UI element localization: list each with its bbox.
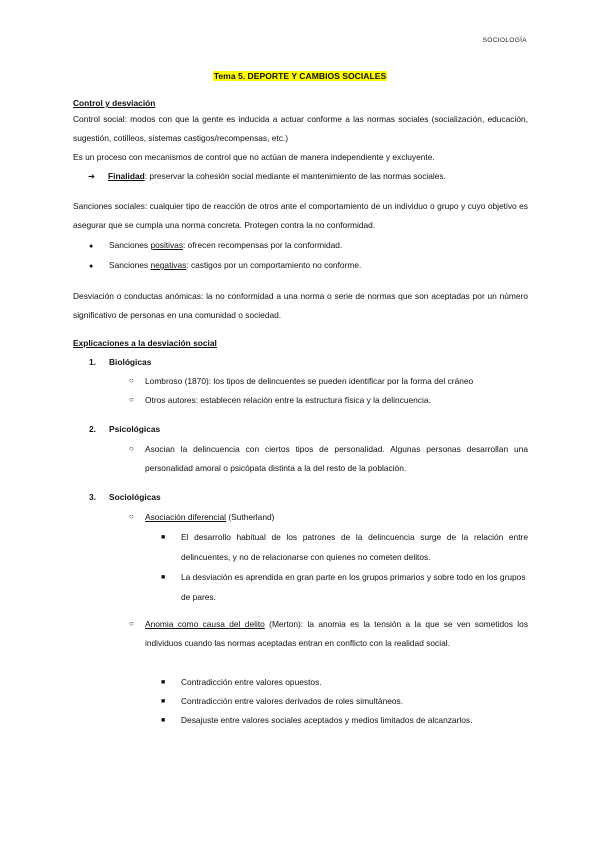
circle-bullet-icon: ○ <box>129 619 134 628</box>
subitem-lombroso: Lombroso (1870): los tipos de delincuentes se pueden identificar por la forma del cráneo <box>145 376 474 386</box>
bullet-icon: ● <box>89 263 94 270</box>
circle-bullet-icon: ○ <box>129 444 134 453</box>
subitem-anomia <box>145 615 528 652</box>
list-label: Psicológicas <box>109 424 161 434</box>
sanciones-negativas-label: negativas <box>150 260 187 270</box>
asociacion-point-1: El desarrollo habitual de los patrones de la delincuencia surge de la relación entre delincuentes, y no de relacionarse con quienes no cometen delitos. <box>181 532 528 562</box>
title-highlight: Tema 5. DEPORTE Y CAMBIOS SOCIALES <box>213 71 387 81</box>
asociacion-author: (Sutherland) <box>226 512 275 522</box>
asociacion-label: Asociación diferencial <box>145 512 227 522</box>
list-label: Biológicas <box>109 357 152 367</box>
section-heading-control: Control y desviación <box>73 98 156 108</box>
sanciones-positivas-text: : ofrecen recompensas por la conformidad. <box>183 240 343 250</box>
circle-bullet-icon: ○ <box>129 376 134 385</box>
subitem-asociacion <box>145 508 528 527</box>
anomia-label: Anomia como causa del delito <box>145 619 265 629</box>
paragraph-sanciones: Sanciones sociales: cualquier tipo de reacción de otros ante el comportamiento de un individuo o grupo y cuyo objetivo es asegurar que se cumpla una norma concreta. Protegen contra la no conformidad. <box>73 201 528 230</box>
anomia-point-2: Contradicción entre valores derivados de roles simultáneos. <box>181 696 404 706</box>
sanciones-negativas-pre: Sanciones <box>109 260 151 270</box>
paragraph-desviacion: Desviación o conductas anómicas: la no conformidad a una norma o serie de normas que son aceptadas por un número significativo de personas en una comunidad o sociedad. <box>73 291 528 320</box>
anomia-text: (Merton): la anomia es la tensión a la que se ven sometidos los individuos cuando las normas aceptadas entran en conflicto con la realidad social. <box>145 619 529 648</box>
asociacion-point-2: La desviación es aprendida en gran parte en los grupos primarios y sobre todo en los grupos de pares. <box>181 572 526 602</box>
anomia-point-1: Contradicción entre valores opuestos. <box>181 677 322 687</box>
list-item-biologicas <box>89 353 151 372</box>
square-bullet-icon: ■ <box>161 679 166 686</box>
list-item-sociologicas <box>89 488 161 507</box>
square-bullet-icon: ■ <box>161 698 166 705</box>
section-heading-explicaciones: Explicaciones a la desviación social <box>73 338 217 348</box>
list-number: 1. <box>89 357 96 367</box>
page-header-subject: SOCIOLOGÍA <box>482 37 527 44</box>
paragraph-proceso: Es un proceso con mecanismos de control que no actúan de manera independiente y excluyente. <box>73 152 435 162</box>
paragraph-control-social: Control social: modos con que la gente es inducida a actuar conforme a las normas sociales (socialización, educación, sugestión, cotilleos, sistemas castigos/recompensas, etc.) <box>73 114 528 143</box>
list-label: Sociológicas <box>109 492 161 502</box>
square-bullet-icon: ■ <box>161 717 166 724</box>
bullet-sanciones-negativas <box>89 256 529 277</box>
finalidad-label: Finalidad <box>108 171 145 181</box>
arrow-icon: ➔ <box>88 171 96 181</box>
anomia-point-3: Desajuste entre valores sociales aceptados y medios limitados de alcanzarlos. <box>181 715 473 725</box>
circle-bullet-icon: ○ <box>129 512 134 521</box>
subitem-personalidad: Asocian la delincuencia con ciertos tipos de personalidad. Algunas personas desarrollan una personalidad amoral o psicópata distinta a la del resto de la población. <box>145 444 528 473</box>
sanciones-positivas-pre: Sanciones <box>109 240 151 250</box>
square-bullet-icon: ■ <box>161 534 166 541</box>
square-bullet-icon: ■ <box>161 574 166 581</box>
bullet-icon: ● <box>89 243 94 250</box>
list-number: 3. <box>89 492 96 502</box>
finalidad-row <box>88 167 528 186</box>
circle-bullet-icon: ○ <box>129 395 134 404</box>
sanciones-negativas-text: : castigos por un comportamiento no conforme. <box>186 260 362 270</box>
finalidad-text: : preservar la cohesión social mediante el mantenimiento de las normas sociales. <box>144 171 446 181</box>
bullet-sanciones-positivas <box>89 236 529 257</box>
document-title <box>0 71 600 81</box>
subitem-otros-autores: Otros autores: establecen relación entre la estructura física y la delincuencia. <box>145 395 431 405</box>
list-number: 2. <box>89 424 96 434</box>
sanciones-positivas-label: positivas <box>150 240 184 250</box>
list-item-psicologicas <box>89 420 160 439</box>
